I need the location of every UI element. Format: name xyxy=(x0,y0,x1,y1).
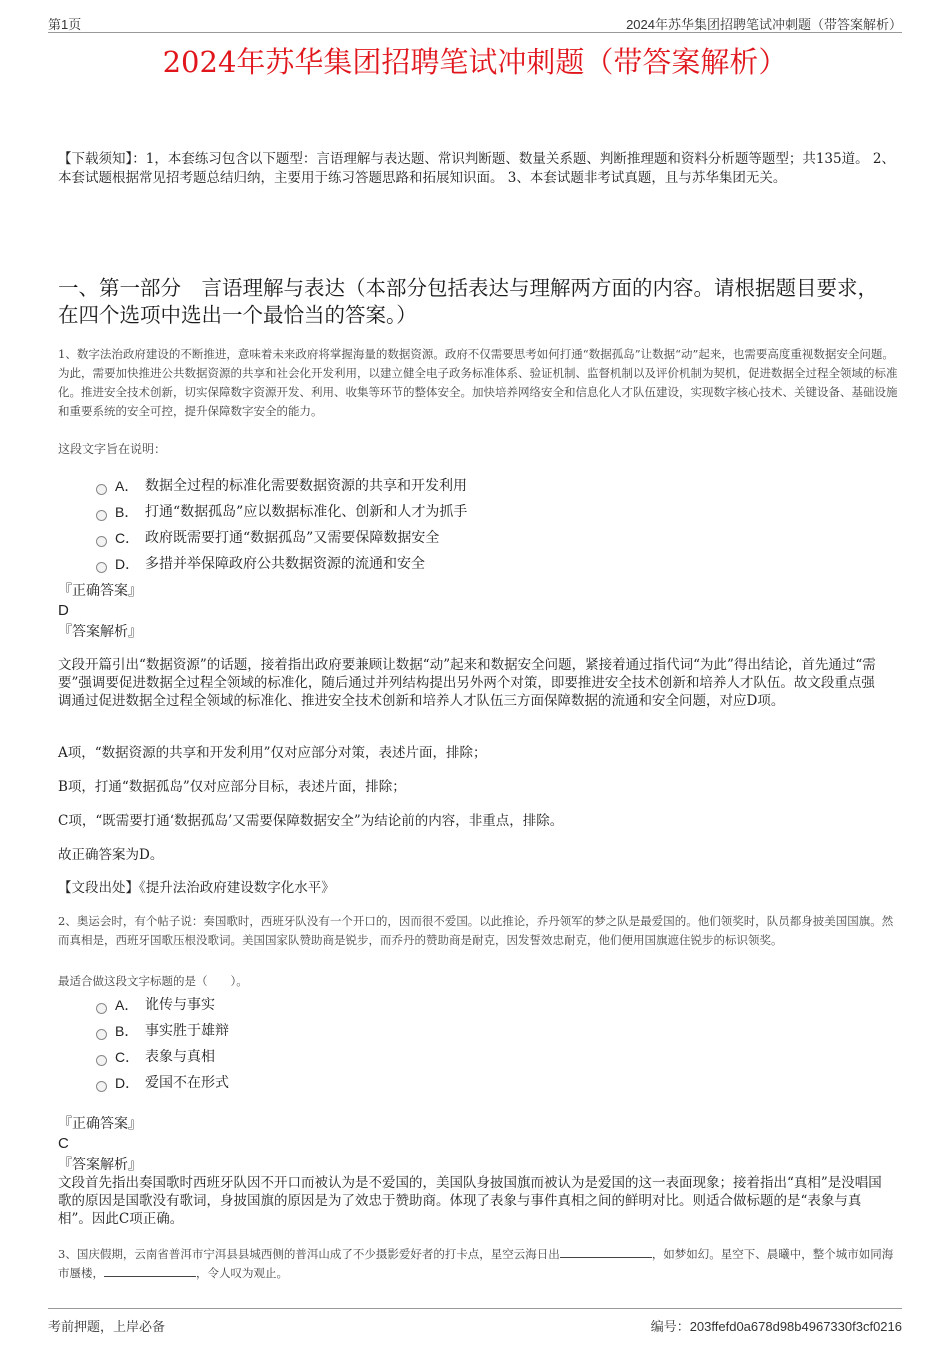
source: 【文段出处】《提升法治政府建设数字化水平》 xyxy=(58,880,335,896)
option-d[interactable]: D． 多措并举保障政府公共数据资源的流通和安全 xyxy=(96,551,796,577)
radio-icon[interactable] xyxy=(96,536,107,547)
question-2-prompt: 最适合做这段文字标题的是（ ）。 xyxy=(58,974,248,988)
radio-icon[interactable] xyxy=(96,562,107,573)
option-c[interactable]: C． 表象与真相 xyxy=(96,1044,796,1070)
option-a-note: A项，“数据资源的共享和开发利用”仅对应部分对策，表述片面，排除； xyxy=(58,745,487,761)
radio-icon[interactable] xyxy=(96,510,107,521)
radio-icon[interactable] xyxy=(96,1003,107,1014)
page-title: 2024年苏华集团招聘笔试冲刺题（带答案解析） xyxy=(162,45,788,79)
section-heading: 一、第一部分 言语理解与表达（本部分包括表达与理解两方面的内容。请根据题目要求，在四个选项中选出一个最恰当的答案。） xyxy=(58,276,878,327)
option-a[interactable]: A． 讹传与事实 xyxy=(96,992,796,1018)
option-c[interactable]: C． 政府既需要打通“数据孤岛”又需要保障数据安全 xyxy=(96,525,796,551)
radio-icon[interactable] xyxy=(96,1029,107,1040)
question-2-options xyxy=(96,992,796,1096)
page-footer xyxy=(48,1308,902,1339)
answer-value: D xyxy=(58,602,69,619)
question-3-text: 3、国庆假期，云南省普洱市宁洱县县城西侧的普洱山成了不少摄影爱好者的打卡点，星空云海日出 ，如梦如幻。星空下、晨曦中，整个城市如同海市蜃楼， ，令人叹为观止。 xyxy=(58,1247,894,1280)
fill-blank[interactable] xyxy=(560,1245,652,1258)
answer-label: 『正确答案』 xyxy=(58,1116,142,1132)
page-number: 第1页 xyxy=(48,17,82,32)
question-1-analysis: 文段开篇引出“数据资源”的话题，接着指出政府要兼顾让数据“动”起来和数据安全问题，紧接着通过指代词“为此”得出结论，首先通过“需要”强调要促进数据全过程全领域的标准化，随后通过并列结构提出另外两个对策，即要推进安全技术创新和培养人才队伍。故文段重点强调通过促进数据全过程全领域的标准化、推进安全技术创新和培养人才队伍三方面保障数据的流通和安全问题，对应D项。 xyxy=(58,657,876,709)
radio-icon[interactable] xyxy=(96,1081,107,1092)
option-b[interactable]: B． 事实胜于雄辩 xyxy=(96,1018,796,1044)
conclusion: 故正确答案为D。 xyxy=(58,847,164,863)
option-a[interactable]: A． 数据全过程的标准化需要数据资源的共享和开发利用 xyxy=(96,473,796,499)
footer-slogan: 考前押题，上岸必备 xyxy=(48,1319,166,1334)
analysis-label: 『答案解析』 xyxy=(58,1157,142,1173)
radio-icon[interactable] xyxy=(96,1055,107,1066)
question-2-analysis: 文段首先指出奏国歌时西班牙队因不开口而被认为是不爱国的，美国队身披国旗而被认为是爱国的这一表面现象；接着指出“真相”是没唱国歌的原因是国歌没有歌词，身披国旗的原因是为了效忠于赞助商。体现了表象与事件真相之间的鲜明对比。则适合做标题的是“表象与真相”。因此C项正确。 xyxy=(58,1175,882,1227)
question-1-prompt: 这段文字旨在说明： xyxy=(58,442,167,456)
fill-blank[interactable] xyxy=(104,1264,196,1277)
analysis-label: 『答案解析』 xyxy=(58,624,142,640)
question-1-options xyxy=(96,473,796,577)
option-d[interactable]: D． 爱国不在形式 xyxy=(96,1070,796,1096)
option-b[interactable]: B． 打通“数据孤岛”应以数据标准化、创新和人才为抓手 xyxy=(96,499,796,525)
download-notice: 【下载须知】：1，本套练习包含以下题型：言语理解与表达题、常识判断题、数量关系题、判断推理题和资料分析题等题型；共135道。 2、本套试题根据常见招考题总结归纳，主要用于练习答题思路和拓展知识面。 3、本套试题非考试真题，且与苏华集团无关。 xyxy=(58,151,895,186)
question-2-text: 2、奥运会时，有个帖子说：奏国歌时，西班牙队没有一个开口的，因而很不爱国。以此推论，乔丹领军的梦之队是最爱国的。他们领奖时，队员都身披美国国旗。然而真相是，西班牙国歌压根没歌词。美国国家队赞助商是锐步，而乔丹的赞助商是耐克，因发誓效忠耐克，他们便用国旗遮住锐步的标识领奖。 xyxy=(58,914,894,947)
answer-label: 『正确答案』 xyxy=(58,583,142,599)
footer-serial: 编号：203ffefd0a678d98b4967330f3cf0216 xyxy=(650,1319,902,1334)
option-c-note: C项，“既需要打通‘数据孤岛’又需要保障数据安全”为结论前的内容，非重点，排除。 xyxy=(58,813,564,829)
header-doc-title: 2024年苏华集团招聘笔试冲刺题（带答案解析） xyxy=(626,17,902,32)
page-header xyxy=(48,10,902,33)
radio-icon[interactable] xyxy=(96,484,107,495)
question-1-text: 1、数字法治政府建设的不断推进，意味着未来政府将掌握海量的数据资源。政府不仅需要思考如何打通“数据孤岛”让数据“动”起来，也需要高度重视数据安全问题。为此，需要加快推进公共数据资源的共享和社会化开发利用，以建立健全电子政务标准体系、验证机制、监督机制以及评价机制为契机，促进数据全过程全领域的标准化。推进安全技术创新，切实保障数字资源开发、利用、收集等环节的整体安全。加快培养网络安全和信息化人才队伍建设，实现数字核心技术、关键设备、基础设施和重要系统的安全可控，提升保障数字安全的能力。 xyxy=(58,347,898,418)
answer-value: C xyxy=(58,1135,69,1152)
option-b-note: B项，打通“数据孤岛”仅对应部分目标，表述片面，排除； xyxy=(58,779,406,795)
